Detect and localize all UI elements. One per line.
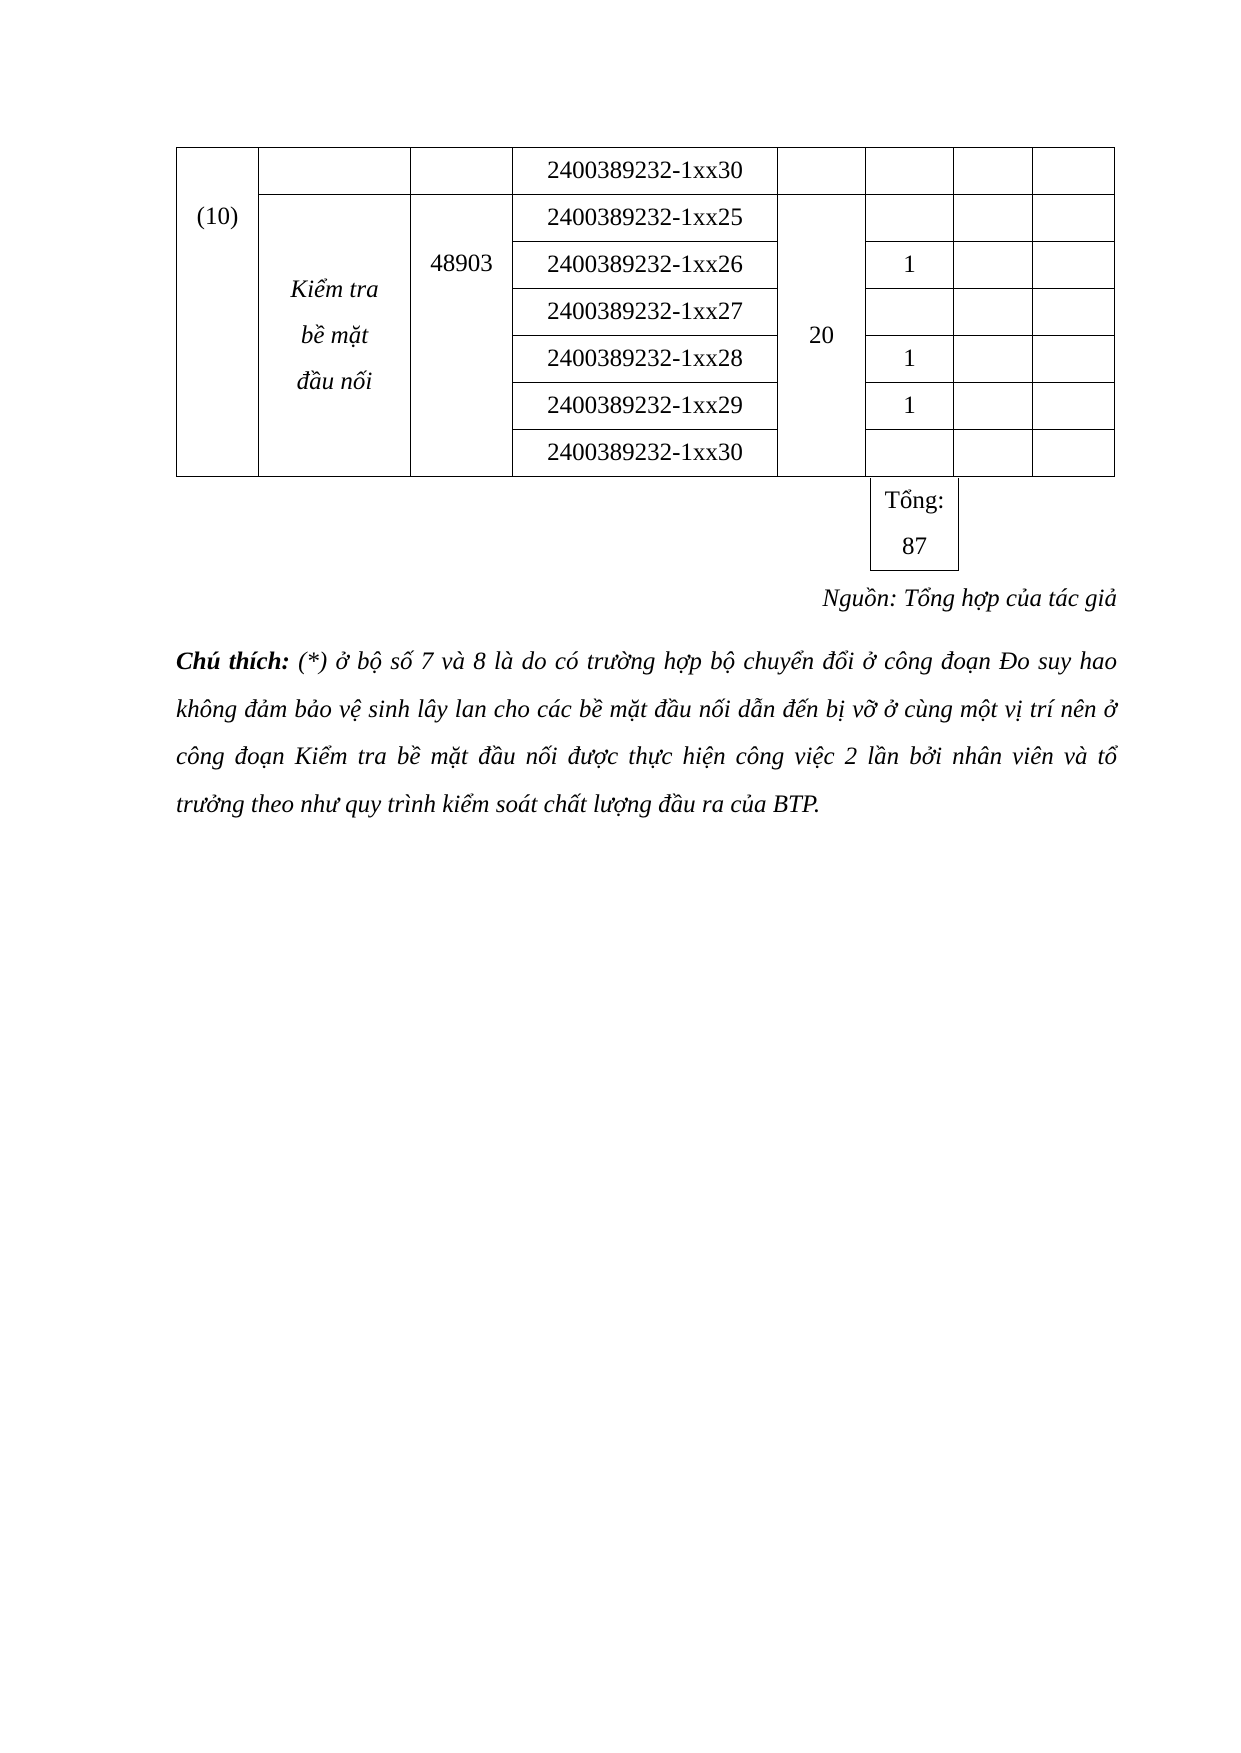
empty-cell: [1033, 148, 1115, 195]
empty-cell: [778, 148, 866, 195]
step-line: Kiểm tra: [290, 275, 379, 303]
count-cell: [866, 289, 954, 336]
empty-cell: [1033, 289, 1115, 336]
empty-cell: [954, 383, 1033, 430]
empty-cell: [1033, 383, 1115, 430]
total-value: 87: [902, 533, 927, 560]
empty-cell: [954, 336, 1033, 383]
code-cell: 2400389232-1xx28: [513, 336, 778, 383]
data-table: [176, 147, 1115, 477]
count-cell: [866, 430, 954, 477]
empty-cell: [259, 148, 411, 195]
step-name-cell: [259, 195, 411, 477]
count-cell: 1: [866, 383, 954, 430]
table-row: [177, 148, 1115, 195]
footnote-text: (*) ở bộ số 7 và 8 là do có trường hợp bộ chuyển đổi ở công đoạn Đo suy hao không đảm bảo vệ sinh lây lan cho các bề mặt đầu nối dẫn đến bị vỡ ở cùng một vị trí nên ở công đoạn Kiểm tra bề mặt đầu nối được thực hiện công việc 2 lần bởi nhân viên và tổ trưởng theo như quy trình kiểm soát chất lượng đầu ra của BTP.: [176, 648, 1117, 818]
footnote: [176, 638, 1117, 828]
count-cell: 1: [866, 242, 954, 289]
code-cell: 2400389232-1xx29: [513, 383, 778, 430]
code-cell: 2400389232-1xx26: [513, 242, 778, 289]
step-line: đầu nối: [296, 367, 373, 395]
quantity-cell: 20: [778, 195, 866, 477]
empty-cell: [866, 148, 954, 195]
group-index-cell: (10): [177, 148, 259, 477]
code-cell: 2400389232-1xx30: [513, 430, 778, 477]
footnote-label: Chú thích:: [176, 648, 290, 675]
empty-cell: [954, 195, 1033, 242]
empty-cell: [1033, 242, 1115, 289]
empty-cell: [411, 148, 513, 195]
count-cell: 1: [866, 336, 954, 383]
empty-cell: [1033, 430, 1115, 477]
step-id-cell: 48903: [411, 195, 513, 477]
code-cell: 2400389232-1xx30: [513, 148, 778, 195]
step-line: bề mặt: [300, 321, 369, 349]
empty-cell: [954, 242, 1033, 289]
code-cell: 2400389232-1xx27: [513, 289, 778, 336]
empty-cell: [954, 289, 1033, 336]
empty-cell: [954, 430, 1033, 477]
code-cell: 2400389232-1xx25: [513, 195, 778, 242]
empty-cell: [954, 148, 1033, 195]
source-caption: Nguồn: Tổng hợp của tác giả: [822, 585, 1117, 612]
empty-cell: [1033, 336, 1115, 383]
total-label: Tổng:: [884, 487, 945, 514]
total-box: [870, 478, 959, 571]
count-cell: [866, 195, 954, 242]
table-row: [177, 195, 1115, 242]
empty-cell: [1033, 195, 1115, 242]
